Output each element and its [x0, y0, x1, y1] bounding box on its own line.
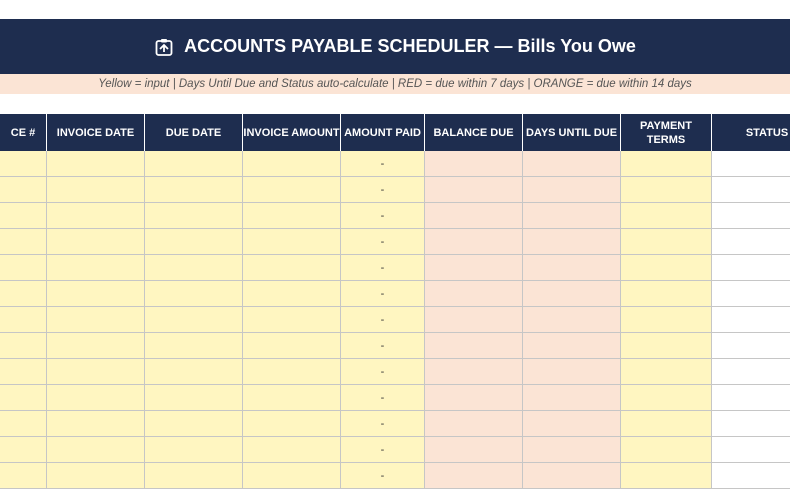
amount-paid-cell[interactable]: - — [341, 333, 425, 359]
table-row — [0, 151, 790, 177]
payment-terms-cell[interactable] — [621, 385, 712, 411]
days-until-due-cell[interactable] — [523, 385, 621, 411]
status-cell[interactable] — [712, 437, 790, 463]
balance-due-cell[interactable] — [425, 229, 523, 255]
invoice-number-cell[interactable] — [0, 333, 47, 359]
due-date-cell[interactable] — [145, 463, 243, 489]
payment-terms-cell[interactable] — [621, 229, 712, 255]
legend-text: Yellow = input | Days Until Due and Status auto-calculate | RED = due within 7 days | ORANGE = due within 14 days — [98, 78, 692, 90]
table-row — [0, 463, 790, 489]
due-date-cell[interactable] — [145, 203, 243, 229]
invoice-date-cell[interactable] — [47, 229, 145, 255]
column-header-invoice-amount[interactable]: INVOICE AMOUNT — [243, 114, 341, 151]
invoice-date-cell[interactable] — [47, 203, 145, 229]
status-cell[interactable] — [712, 411, 790, 437]
payment-terms-cell[interactable] — [621, 411, 712, 437]
days-until-due-cell[interactable] — [523, 437, 621, 463]
column-header-invoice-number[interactable]: CE # — [0, 114, 47, 151]
table-row — [0, 255, 790, 281]
balance-due-cell[interactable] — [425, 151, 523, 177]
status-cell[interactable] — [712, 307, 790, 333]
amount-paid-cell[interactable]: - — [341, 359, 425, 385]
days-until-due-cell[interactable] — [523, 411, 621, 437]
table-header — [0, 114, 790, 151]
clipboard-icon — [154, 37, 174, 57]
balance-due-cell[interactable] — [425, 437, 523, 463]
balance-due-cell[interactable] — [425, 281, 523, 307]
column-header-balance-due[interactable]: BALANCE DUE — [425, 114, 523, 151]
balance-due-cell[interactable] — [425, 411, 523, 437]
column-header-amount-paid[interactable]: AMOUNT PAID — [341, 114, 425, 151]
title-bar — [0, 19, 790, 74]
balance-due-cell[interactable] — [425, 307, 523, 333]
table-row — [0, 359, 790, 385]
days-until-due-cell[interactable] — [523, 255, 621, 281]
payment-terms-cell[interactable] — [621, 203, 712, 229]
page-title: ACCOUNTS PAYABLE SCHEDULER — Bills You Owe — [184, 36, 636, 56]
invoice-amount-cell[interactable] — [243, 333, 341, 359]
column-header-invoice-date[interactable]: INVOICE DATE — [47, 114, 145, 151]
invoice-date-cell[interactable] — [47, 359, 145, 385]
payment-terms-cell[interactable] — [621, 333, 712, 359]
invoice-date-cell[interactable] — [47, 385, 145, 411]
days-until-due-cell[interactable] — [523, 359, 621, 385]
balance-due-cell[interactable] — [425, 333, 523, 359]
due-date-cell[interactable] — [145, 359, 243, 385]
amount-paid-cell[interactable]: - — [341, 385, 425, 411]
balance-due-cell[interactable] — [425, 255, 523, 281]
due-date-cell[interactable] — [145, 411, 243, 437]
invoice-amount-cell[interactable] — [243, 151, 341, 177]
payment-terms-cell[interactable] — [621, 151, 712, 177]
days-until-due-cell[interactable] — [523, 281, 621, 307]
balance-due-cell[interactable] — [425, 359, 523, 385]
status-cell[interactable] — [712, 203, 790, 229]
invoice-date-cell[interactable] — [47, 281, 145, 307]
invoice-amount-cell[interactable] — [243, 437, 341, 463]
payment-terms-cell[interactable] — [621, 307, 712, 333]
days-until-due-cell[interactable] — [523, 151, 621, 177]
invoice-date-cell[interactable] — [47, 307, 145, 333]
due-date-cell[interactable] — [145, 307, 243, 333]
amount-paid-cell[interactable]: - — [341, 177, 425, 203]
invoice-amount-cell[interactable] — [243, 411, 341, 437]
invoice-date-cell[interactable] — [47, 151, 145, 177]
table-body — [0, 151, 790, 490]
days-until-due-cell[interactable] — [523, 463, 621, 489]
invoice-amount-cell[interactable] — [243, 177, 341, 203]
amount-paid-cell[interactable]: - — [341, 151, 425, 177]
invoice-number-cell[interactable] — [0, 385, 47, 411]
due-date-cell[interactable] — [145, 385, 243, 411]
table-row — [0, 229, 790, 255]
invoice-number-cell[interactable] — [0, 151, 47, 177]
invoice-number-cell[interactable] — [0, 411, 47, 437]
column-header-due-date[interactable]: DUE DATE — [145, 114, 243, 151]
days-until-due-cell[interactable] — [523, 229, 621, 255]
table-row — [0, 281, 790, 307]
amount-paid-cell[interactable]: - — [341, 281, 425, 307]
invoice-date-cell[interactable] — [47, 177, 145, 203]
status-cell[interactable] — [712, 385, 790, 411]
due-date-cell[interactable] — [145, 333, 243, 359]
invoice-number-cell[interactable] — [0, 437, 47, 463]
invoice-number-cell[interactable] — [0, 359, 47, 385]
table-row — [0, 203, 790, 229]
due-date-cell[interactable] — [145, 281, 243, 307]
invoice-amount-cell[interactable] — [243, 463, 341, 489]
amount-paid-cell[interactable]: - — [341, 307, 425, 333]
invoice-amount-cell[interactable] — [243, 203, 341, 229]
column-header-status[interactable]: STATUS — [745, 126, 789, 139]
invoice-amount-cell[interactable] — [243, 229, 341, 255]
amount-paid-cell[interactable]: - — [341, 229, 425, 255]
days-until-due-cell[interactable] — [523, 203, 621, 229]
balance-due-cell[interactable] — [425, 177, 523, 203]
table-row — [0, 437, 790, 463]
invoice-date-cell[interactable] — [47, 255, 145, 281]
invoice-number-cell[interactable] — [0, 203, 47, 229]
table-row — [0, 307, 790, 333]
invoice-amount-cell[interactable] — [243, 359, 341, 385]
column-header-payment-terms[interactable]: PAYMENT TERMS — [621, 114, 712, 151]
status-cell[interactable] — [712, 463, 790, 489]
amount-paid-cell[interactable]: - — [341, 255, 425, 281]
invoice-amount-cell[interactable] — [243, 281, 341, 307]
payment-terms-cell[interactable] — [621, 463, 712, 489]
due-date-cell[interactable] — [145, 229, 243, 255]
balance-due-cell[interactable] — [425, 385, 523, 411]
invoice-number-cell[interactable] — [0, 463, 47, 489]
due-date-cell[interactable] — [145, 151, 243, 177]
payment-terms-cell[interactable] — [621, 255, 712, 281]
invoice-date-cell[interactable] — [47, 411, 145, 437]
invoice-amount-cell[interactable] — [243, 307, 341, 333]
invoice-number-cell[interactable] — [0, 281, 47, 307]
invoice-number-cell[interactable] — [0, 229, 47, 255]
invoice-number-cell[interactable] — [0, 255, 47, 281]
payment-terms-cell[interactable] — [621, 359, 712, 385]
payment-terms-cell[interactable] — [621, 177, 712, 203]
table-row — [0, 411, 790, 437]
legend-note — [0, 74, 790, 94]
balance-due-cell[interactable] — [425, 463, 523, 489]
invoice-amount-cell[interactable] — [243, 385, 341, 411]
amount-paid-cell[interactable]: - — [341, 463, 425, 489]
invoice-date-cell[interactable] — [47, 463, 145, 489]
due-date-cell[interactable] — [145, 255, 243, 281]
invoice-number-cell[interactable] — [0, 177, 47, 203]
status-cell[interactable] — [712, 281, 790, 307]
due-date-cell[interactable] — [145, 177, 243, 203]
due-date-cell[interactable] — [145, 437, 243, 463]
status-cell[interactable] — [712, 333, 790, 359]
table-row — [0, 177, 790, 203]
days-until-due-cell[interactable] — [523, 307, 621, 333]
payment-terms-cell[interactable] — [621, 281, 712, 307]
table-row — [0, 385, 790, 411]
invoice-number-cell[interactable] — [0, 307, 47, 333]
table-row — [0, 333, 790, 359]
amount-paid-cell[interactable]: - — [341, 203, 425, 229]
status-cell[interactable] — [712, 151, 790, 177]
amount-paid-cell[interactable]: - — [341, 411, 425, 437]
status-cell[interactable] — [712, 177, 790, 203]
days-until-due-cell[interactable] — [523, 177, 621, 203]
status-cell[interactable] — [712, 229, 790, 255]
status-cell[interactable] — [712, 359, 790, 385]
balance-due-cell[interactable] — [425, 203, 523, 229]
invoice-date-cell[interactable] — [47, 333, 145, 359]
invoice-date-cell[interactable] — [47, 437, 145, 463]
invoice-amount-cell[interactable] — [243, 255, 341, 281]
amount-paid-cell[interactable]: - — [341, 437, 425, 463]
days-until-due-cell[interactable] — [523, 333, 621, 359]
payment-terms-cell[interactable] — [621, 437, 712, 463]
status-cell[interactable] — [712, 255, 790, 281]
column-header-days-until-due[interactable]: DAYS UNTIL DUE — [523, 114, 621, 151]
